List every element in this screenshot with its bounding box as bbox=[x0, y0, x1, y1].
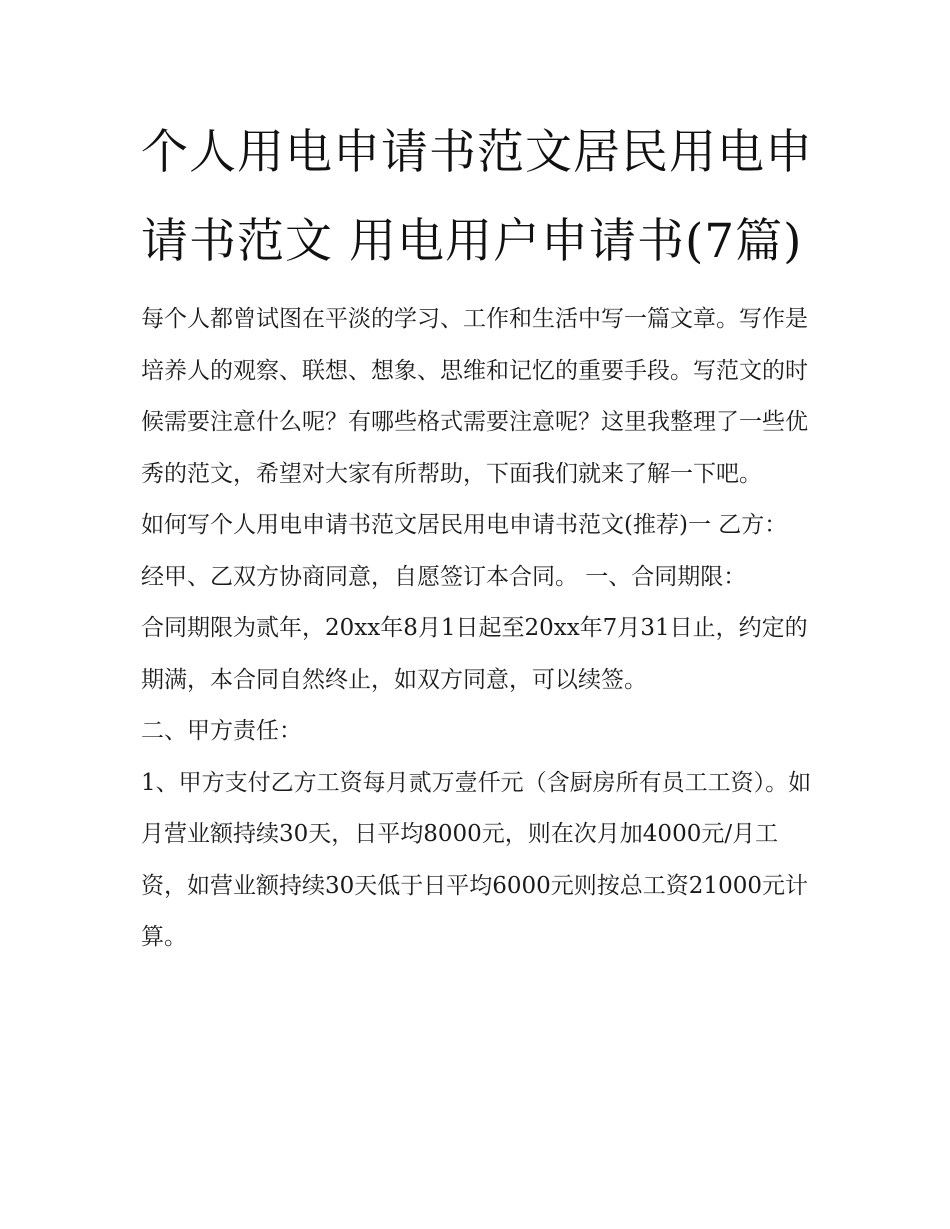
document-body bbox=[141, 108, 816, 964]
salary-clause-paragraph: 1、甲方支付乙方工资每月贰万壹仟元（含厨房所有员工工资）。如月营业额持续30天，日平均8000元，则在次月加4000元/月工资，如营业额持续30天低于日平均6000元则按总工资21000元计算。 bbox=[141, 769, 812, 950]
contract-term-paragraph: 合同期限为贰年，20xx年8月1日起至20xx年7月31日止，约定的期满，本合同自然终止，如双方同意，可以续签。 bbox=[141, 615, 808, 693]
intro-paragraph: 每个人都曾试图在平淡的学习、工作和生活中写一篇文章。写作是培养人的观察、联想、想象、思维和记忆的重要手段。写范文的时候需要注意什么呢？有哪些格式需要注意呢？这里我整理了一些优秀的范文，希望对大家有所帮助，下面我们就来了解一下吧。 bbox=[141, 306, 808, 487]
contract-intro-paragraph: 如何写个人用电申请书范文居民用电申请书范文(推荐)一 乙方： 经甲、乙双方协商同意，自愿签订本合同。 一、合同期限： bbox=[141, 512, 788, 590]
party-a-heading: 二、甲方责任： bbox=[141, 718, 302, 744]
document-title: 个人用电申请书范文居民用电申请书范文 用电用户申请书(7篇) bbox=[141, 125, 813, 269]
